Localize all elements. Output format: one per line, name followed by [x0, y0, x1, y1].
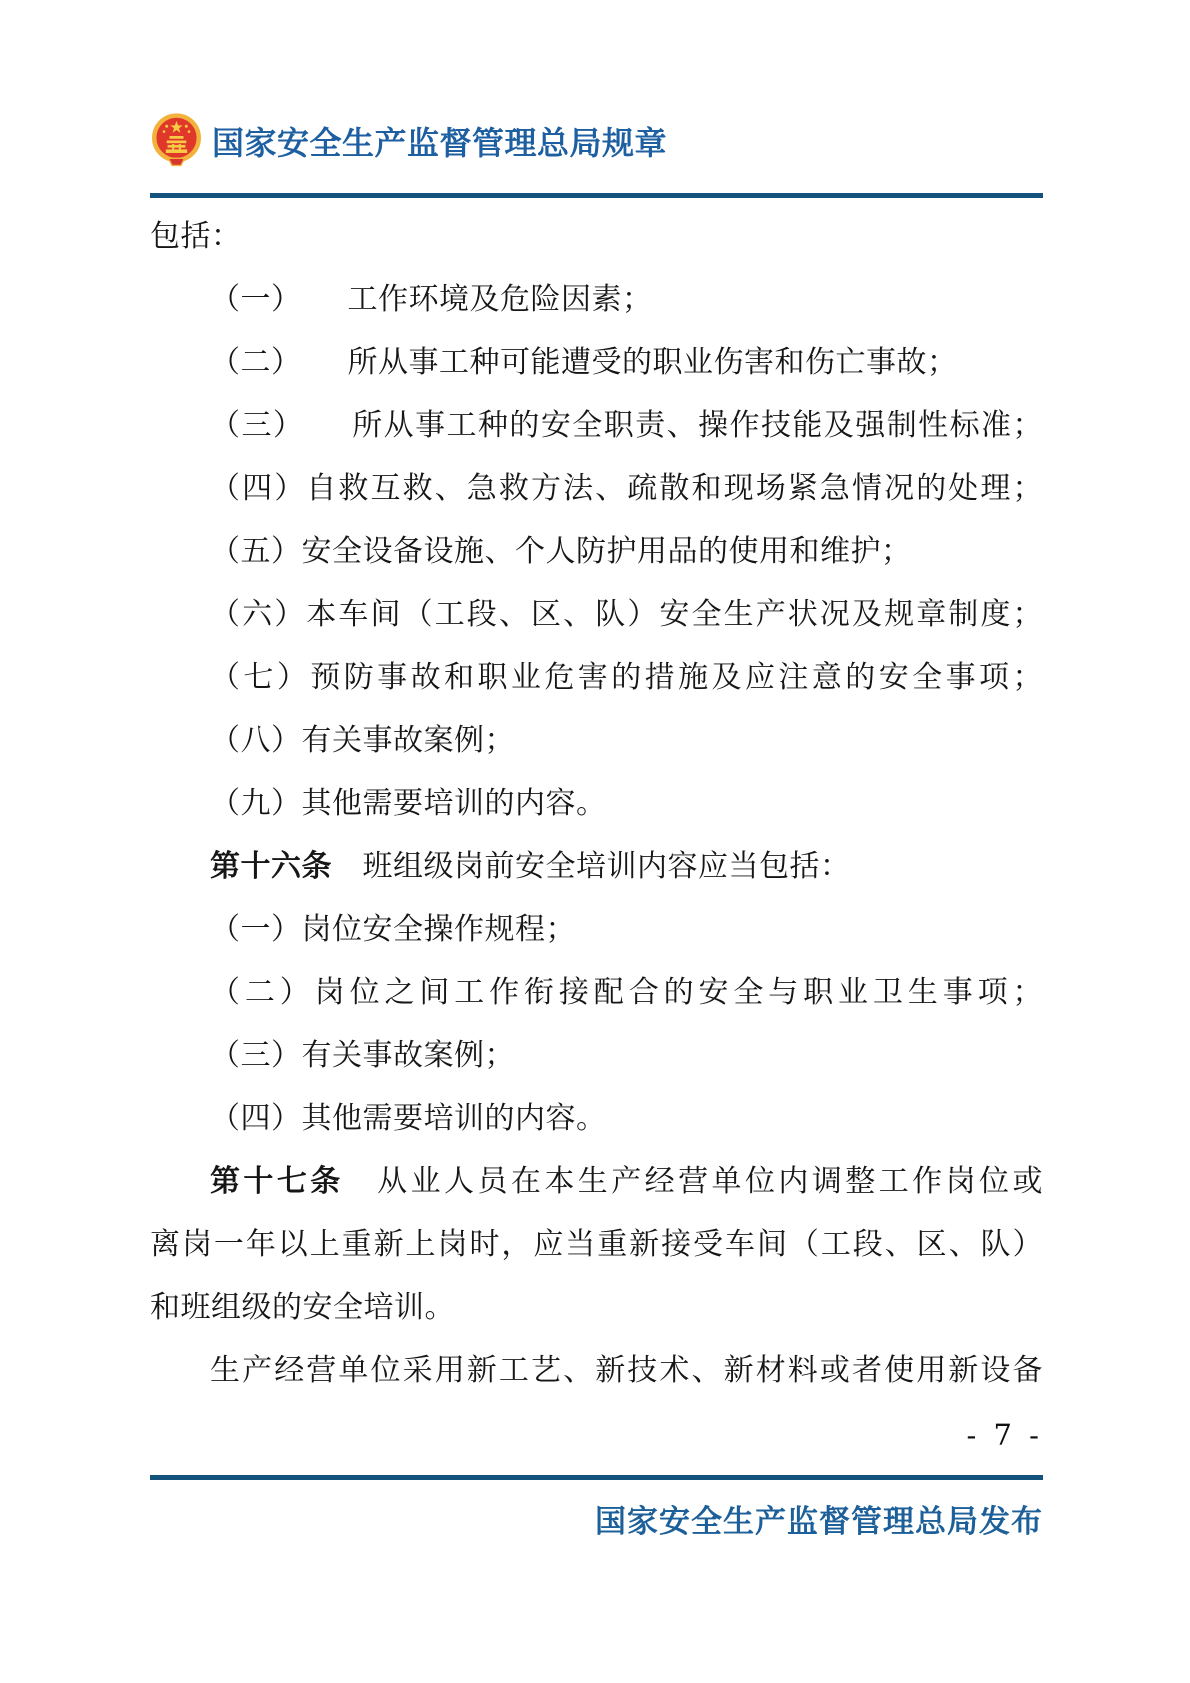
body-line: [150, 268, 1043, 331]
line-text: （一）岗位安全操作规程；: [210, 912, 576, 947]
body-line: [150, 898, 1043, 961]
line-text: （三） 所从事工种的安全职责、操作技能及强制性标准；: [210, 408, 1043, 443]
body-line: [150, 205, 1043, 268]
masthead: [148, 112, 667, 169]
line-text: （一） 工作环境及危险因素；: [210, 282, 653, 317]
body-line: [150, 1150, 1043, 1213]
body-line: [150, 1339, 1043, 1402]
line-text: 从业人员在本生产经营单位内调整工作岗位或: [343, 1164, 1043, 1199]
line-text: （七）预防事故和职业危害的措施及应注意的安全事项；: [210, 660, 1043, 695]
body-line: [150, 772, 1043, 835]
document-body: [150, 205, 1043, 1402]
body-line: [150, 520, 1043, 583]
body-line: [150, 709, 1043, 772]
line-text: 离岗一年以上重新上岗时，应当重新接受车间（工段、区、队）: [150, 1227, 1043, 1262]
line-text: （二） 所从事工种可能遭受的职业伤害和伤亡事故；: [210, 345, 958, 380]
publisher-label: 国家安全生产监督管理总局发布: [595, 1504, 1043, 1539]
line-text: （四）其他需要培训的内容。: [210, 1101, 607, 1136]
line-text: 包括：: [150, 219, 242, 254]
body-line: [150, 961, 1043, 1024]
line-text: （五）安全设备设施、个人防护用品的使用和维护；: [210, 534, 912, 569]
body-line: [150, 583, 1043, 646]
article-number: 第十七条: [210, 1164, 344, 1199]
line-text: （四）自救互救、急救方法、疏散和现场紧急情况的处理；: [210, 471, 1043, 506]
line-text: （三）有关事故案例；: [210, 1038, 515, 1073]
line-text: 和班组级的安全培训。: [150, 1290, 455, 1325]
body-line: [150, 1024, 1043, 1087]
line-text: 生产经营单位采用新工艺、新技术、新材料或者使用新设备: [210, 1353, 1043, 1388]
body-line: [150, 1087, 1043, 1150]
header-rule: [150, 193, 1043, 198]
footer-rule: [150, 1475, 1043, 1480]
masthead-title: 国家安全生产监督管理总局规章: [212, 124, 668, 161]
body-line: [150, 835, 1043, 898]
line-text: （八）有关事故案例；: [210, 723, 515, 758]
body-line: [150, 457, 1043, 520]
body-line: [150, 1276, 1043, 1339]
line-text: （六）本车间（工段、区、队）安全生产状况及规章制度；: [210, 597, 1043, 632]
line-text: （二）岗位之间工作衔接配合的安全与职业卫生事项；: [210, 975, 1043, 1010]
body-line: [150, 394, 1043, 457]
body-line: [150, 1213, 1043, 1276]
body-line: [150, 646, 1043, 709]
national-emblem-icon: [148, 112, 205, 169]
line-text: （九）其他需要培训的内容。: [210, 786, 607, 821]
page-number: - 7 -: [966, 1418, 1043, 1452]
article-number: 第十六条: [210, 849, 332, 884]
line-text: 班组级岗前安全培训内容应当包括：: [332, 849, 851, 884]
body-line: [150, 331, 1043, 394]
